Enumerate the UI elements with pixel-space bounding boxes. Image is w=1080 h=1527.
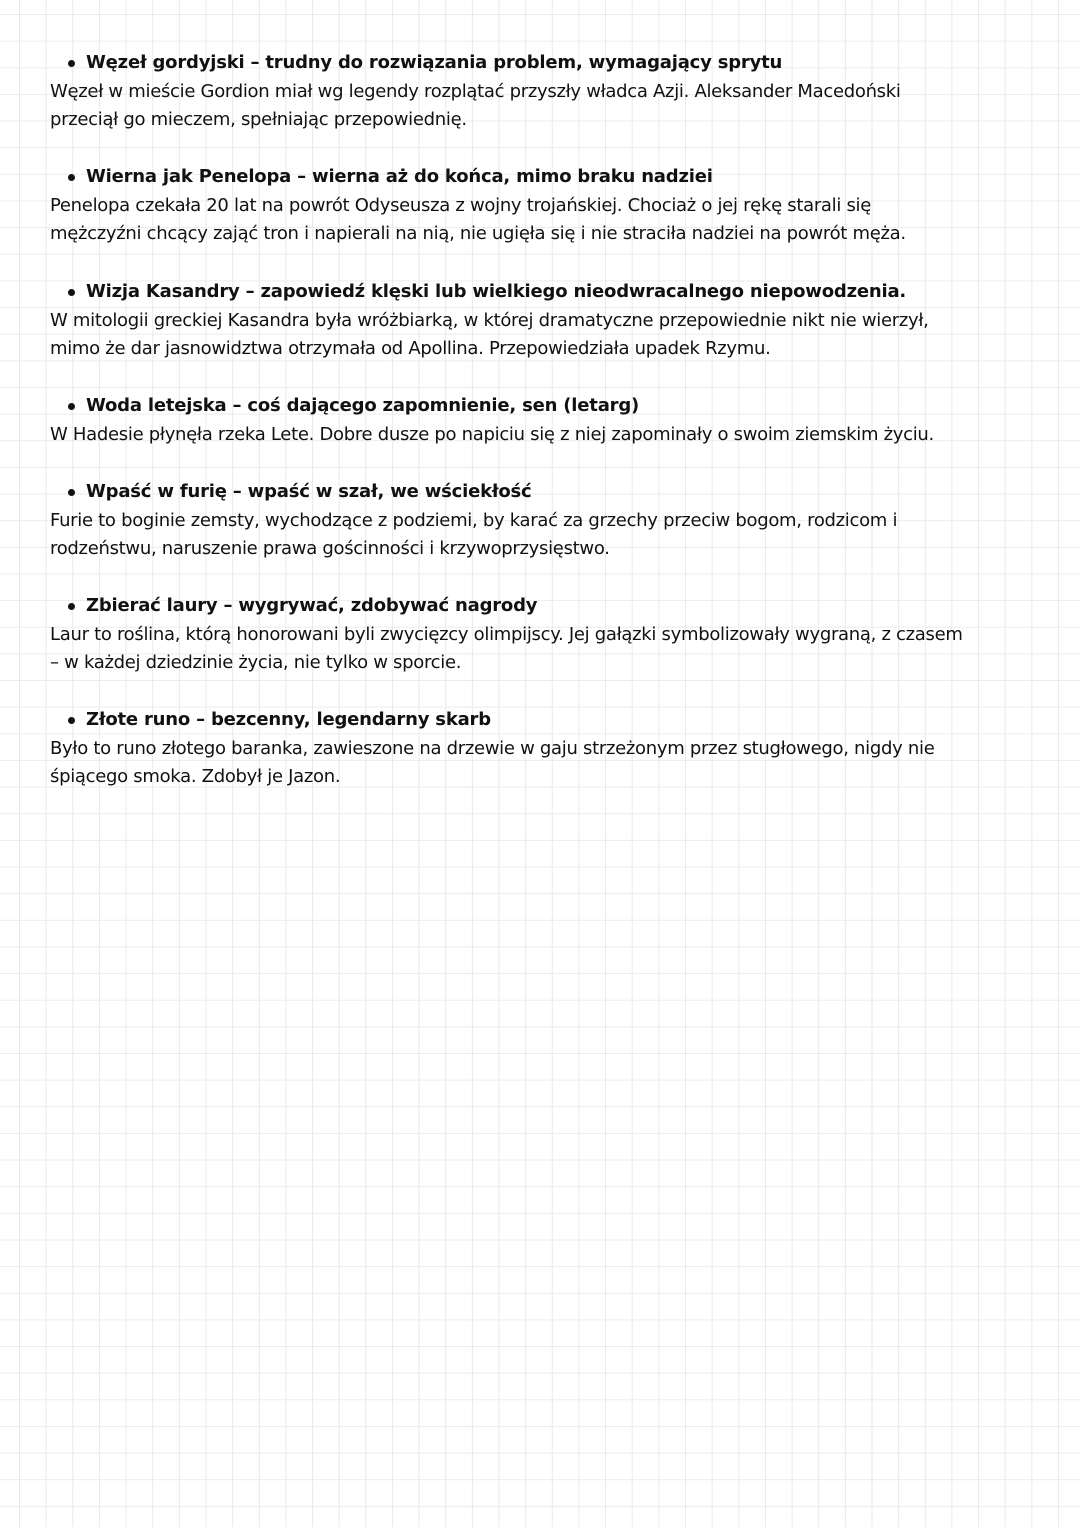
bullet-icon bbox=[68, 489, 75, 496]
entry bbox=[50, 49, 1050, 135]
bullet-icon bbox=[68, 289, 75, 296]
body-line: W mitologii greckiej Kasandra była wróżbiarką, w której dramatyczne przepowiednie nikt nie wierzył, bbox=[50, 309, 929, 331]
body-line: rodzeństwu, naruszenie prawa gościnności i krzywoprzysięstwo. bbox=[50, 538, 610, 559]
entry-body bbox=[50, 735, 1050, 792]
heading-text: Węzeł gordyjski – trudny do rozwiązania problem, wymagający sprytu bbox=[86, 52, 783, 73]
entry-body bbox=[50, 78, 1050, 135]
entry-heading bbox=[50, 478, 1050, 507]
body-line: Penelopa czekała 20 lat na powrót Odyseusza z wojny trojańskiej. Chociaż o jej rękę starali się bbox=[50, 194, 872, 216]
body-line: Było to runo złotego baranka, zawieszone na drzewie w gaju strzeżonym przez stugłowego, nigdy nie bbox=[50, 737, 935, 759]
body-line: mężczyźni chcący zająć tron i napierali na nią, nie ugięła się i nie straciła nadziei na powrót męża. bbox=[50, 223, 906, 244]
entry-heading bbox=[50, 592, 1050, 621]
entry-body bbox=[50, 192, 1050, 249]
entry bbox=[50, 392, 1050, 449]
bullet-icon bbox=[68, 174, 75, 181]
entry-body bbox=[50, 307, 1050, 364]
heading-text: Woda letejska – coś dającego zapomnienie, sen (letarg) bbox=[86, 395, 640, 416]
body-line: W Hadesie płynęła rzeka Lete. Dobre dusze po napiciu się z niej zapominały o swoim ziemskim życiu. bbox=[50, 423, 934, 445]
entry bbox=[50, 478, 1050, 564]
heading-text: Wierna jak Penelopa – wierna aż do końca, mimo braku nadziei bbox=[86, 166, 713, 187]
entry-body bbox=[50, 621, 1050, 678]
entry-body bbox=[50, 421, 1050, 450]
body-line: Furie to boginie zemsty, wychodzące z podziemi, by karać za grzechy przeciw bogom, rodzicom i bbox=[50, 509, 898, 531]
entry-heading bbox=[50, 163, 1050, 192]
bullet-icon bbox=[68, 403, 75, 410]
body-line: śpiącego smoka. Zdobył je Jazon. bbox=[50, 766, 341, 787]
body-line: Laur to roślina, którą honorowani byli zwycięzcy olimpijscy. Jej gałązki symbolizowały wygraną, z czasem bbox=[50, 623, 963, 645]
body-line: przeciął go mieczem, spełniając przepowiednię. bbox=[50, 109, 467, 130]
heading-text: Wpaść w furię – wpaść w szał, we wściekłość bbox=[86, 481, 532, 502]
entry-heading bbox=[50, 706, 1050, 735]
heading-text: Wizja Kasandry – zapowiedź klęski lub wielkiego nieodwracalnego niepowodzenia. bbox=[86, 281, 907, 302]
entry bbox=[50, 278, 1050, 364]
entry-heading bbox=[50, 278, 1050, 307]
heading-text: Zbierać laury – wygrywać, zdobywać nagrody bbox=[86, 595, 538, 616]
body-line: mimo że dar jasnowidztwa otrzymała od Apollina. Przepowiedziała upadek Rzymu. bbox=[50, 338, 771, 359]
heading-text: Złote runo – bezcenny, legendarny skarb bbox=[86, 709, 491, 730]
entry bbox=[50, 592, 1050, 678]
body-line: Węzeł w mieście Gordion miał wg legendy rozplątać przyszły władca Azji. Aleksander Macedoński bbox=[50, 80, 901, 102]
entry bbox=[50, 163, 1050, 249]
entry-heading bbox=[50, 392, 1050, 421]
bullet-icon bbox=[68, 603, 75, 610]
entry bbox=[50, 706, 1050, 792]
entry-body bbox=[50, 507, 1050, 564]
entry-heading bbox=[50, 49, 1050, 78]
bullet-icon bbox=[68, 60, 75, 67]
body-line: – w każdej dziedzinie życia, nie tylko w sporcie. bbox=[50, 652, 462, 673]
bullet-icon bbox=[68, 717, 75, 724]
